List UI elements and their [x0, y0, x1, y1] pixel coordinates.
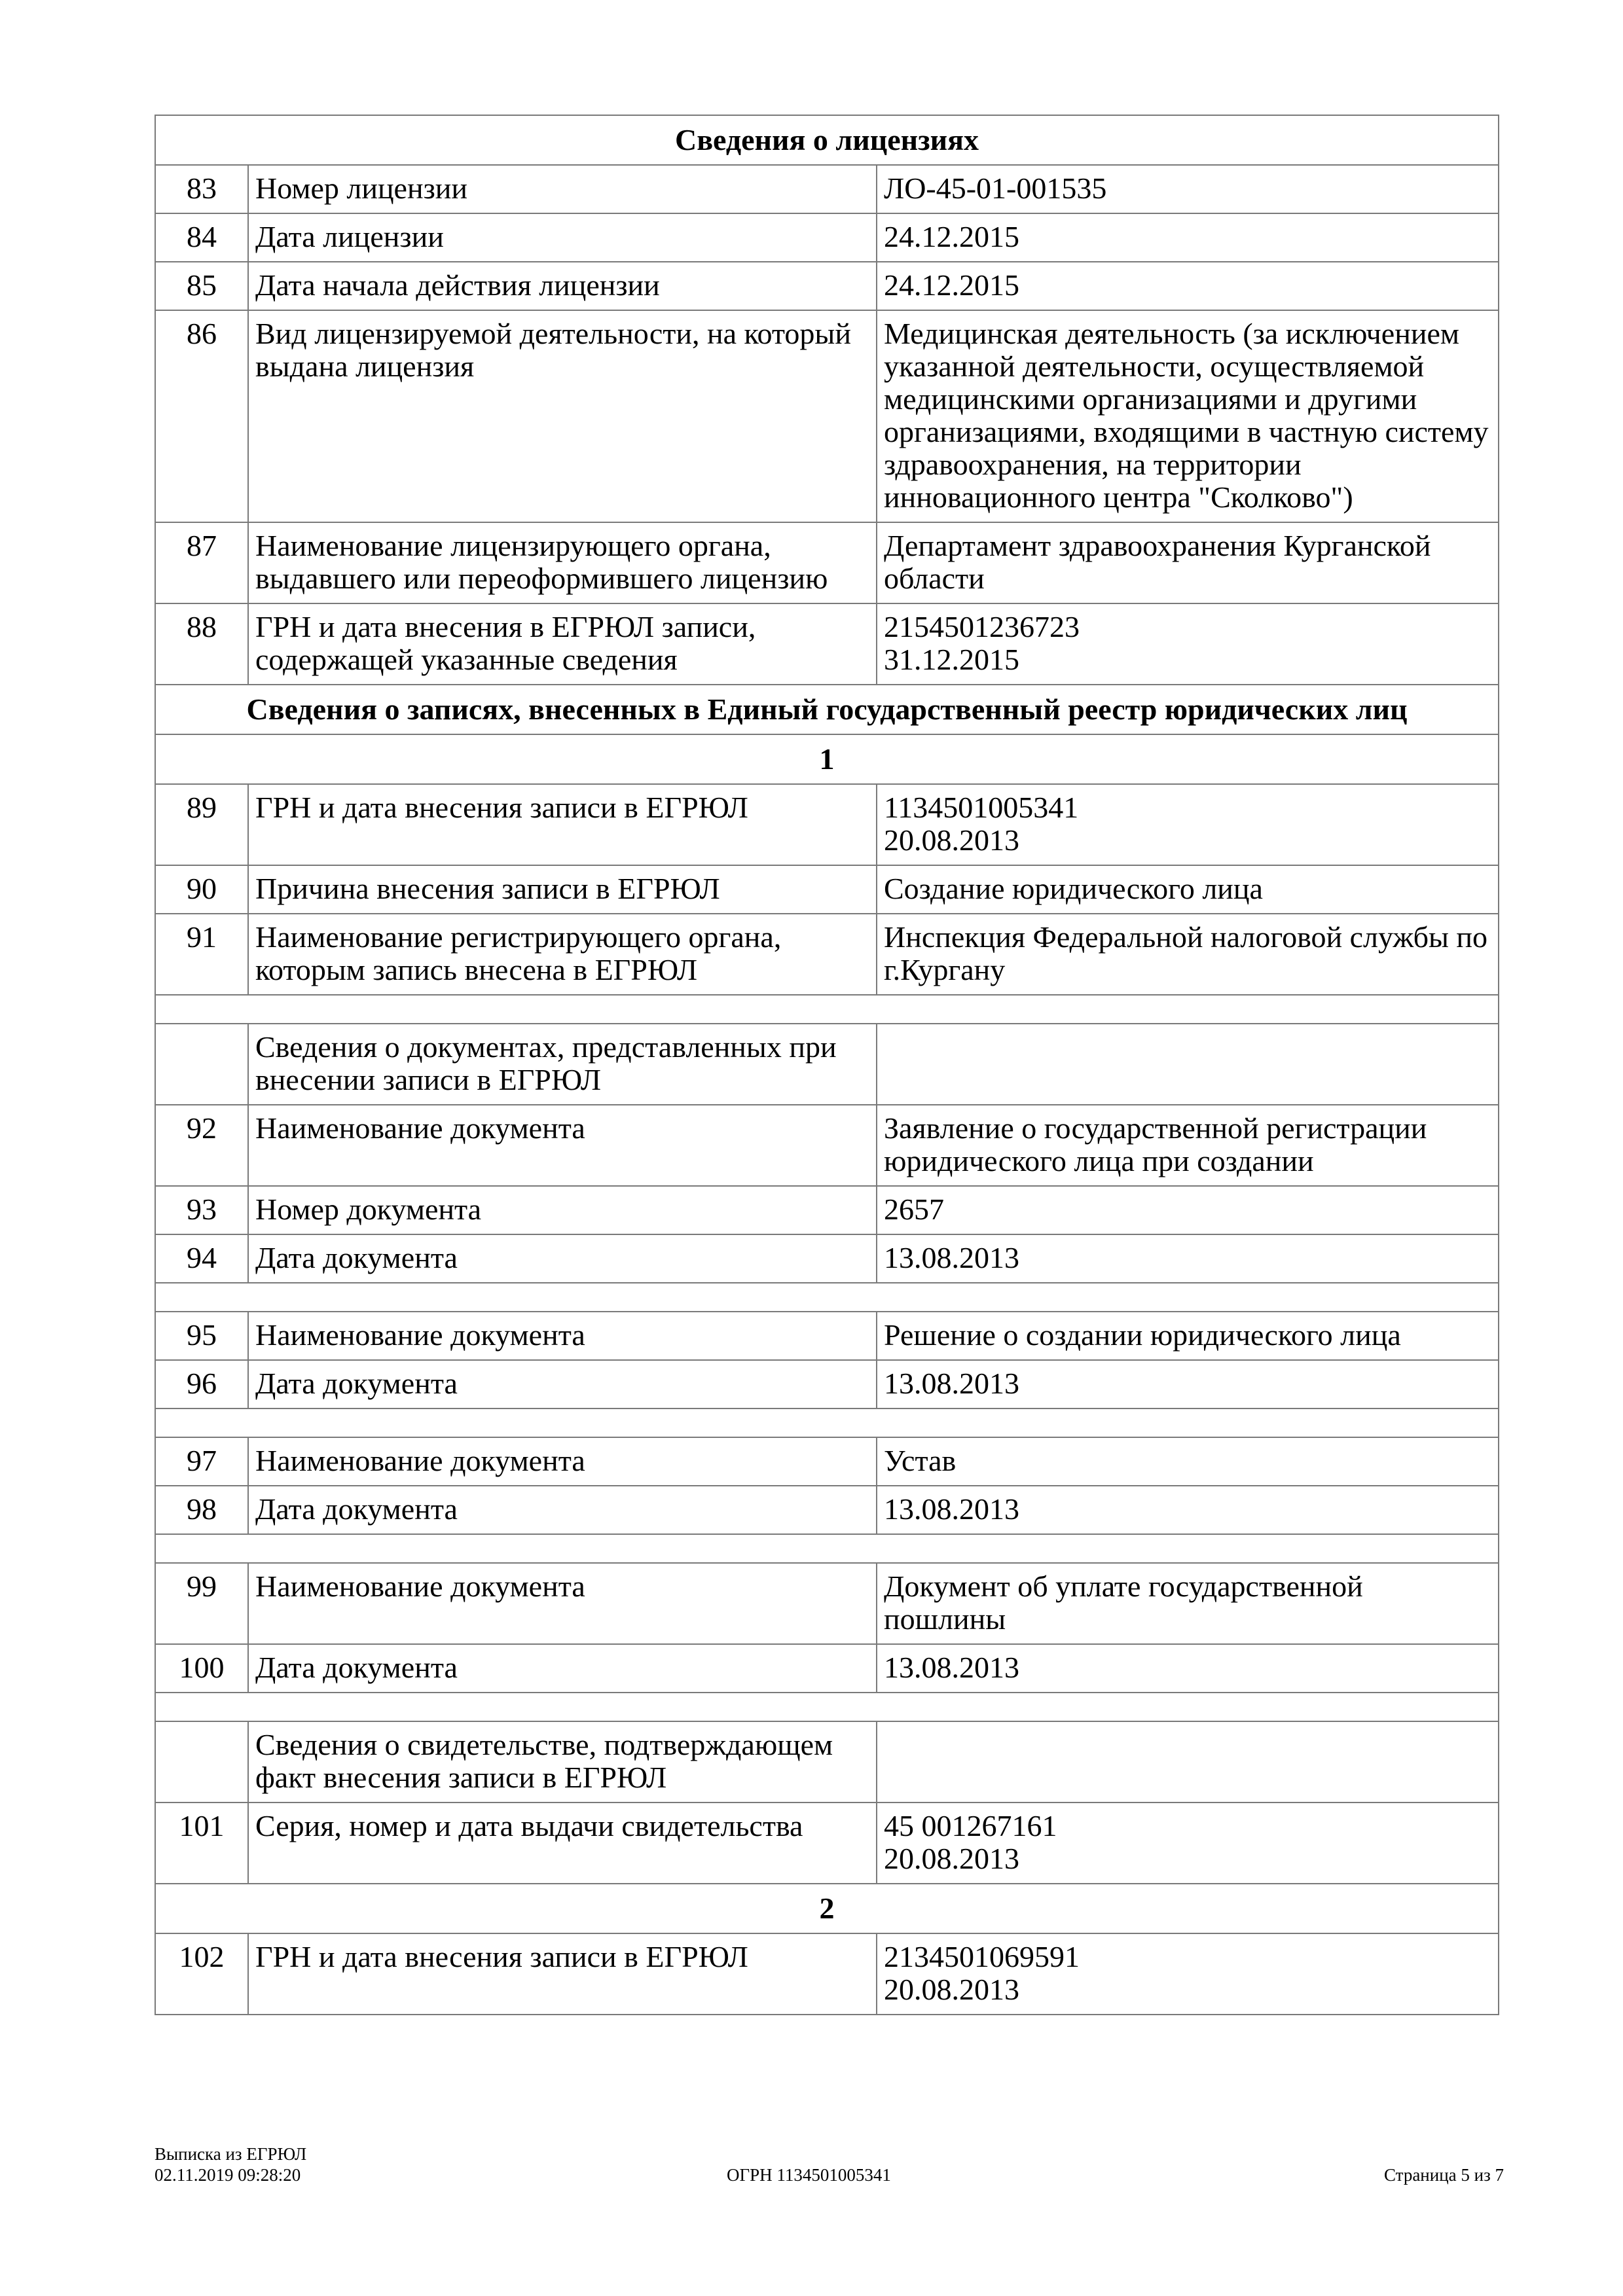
row-number: 86	[155, 310, 248, 522]
row-number: 102	[155, 1933, 248, 2015]
field-value	[877, 603, 1499, 685]
extract-table	[155, 115, 1499, 2015]
table-row	[155, 1105, 1499, 1186]
table-row	[155, 1024, 1499, 1105]
spacer-cell	[155, 1693, 1499, 1721]
field-label: ГРН и дата внесения записи в ЕГРЮЛ	[248, 784, 877, 865]
spacer-cell	[155, 995, 1499, 1024]
table-row	[155, 1721, 1499, 1803]
table-row	[155, 522, 1499, 603]
section-header: Сведения о записях, внесенных в Единый государственный реестр юридических лиц	[155, 685, 1499, 734]
field-label: Наименование лицензирующего органа, выдавшего или переоформившего лицензию	[248, 522, 877, 603]
spacer-cell	[155, 1534, 1499, 1563]
footer-datetime: 02.11.2019 09:28:20	[155, 2165, 301, 2185]
footer-left	[155, 2144, 306, 2185]
footer-ogrn: ОГРН 1134501005341	[727, 2165, 891, 2185]
field-value: Устав	[877, 1437, 1499, 1486]
field-value-line: 2134501069591	[884, 1940, 1080, 1973]
row-number	[155, 1721, 248, 1803]
field-label: ГРН и дата внесения в ЕГРЮЛ записи, содержащей указанные сведения	[248, 603, 877, 685]
table-row	[155, 1486, 1499, 1534]
table-row	[155, 213, 1499, 262]
section-header-row	[155, 685, 1499, 734]
row-number: 99	[155, 1563, 248, 1644]
section-header: 2	[155, 1884, 1499, 1933]
table-row	[155, 914, 1499, 995]
section-header-row	[155, 734, 1499, 784]
field-value	[877, 1933, 1499, 2015]
section-header: Сведения о лицензиях	[155, 115, 1499, 165]
row-number: 91	[155, 914, 248, 995]
spacer-row	[155, 995, 1499, 1024]
field-label: Номер документа	[248, 1186, 877, 1234]
field-value: Медицинская деятельность (за исключением указанной деятельности, осуществляемой медицинскими организациями и другими организациями, входящими в частную систему здравоохранения, на территории инновационного центра "Сколково")	[877, 310, 1499, 522]
field-value-line: 1134501005341	[884, 791, 1079, 824]
field-value	[877, 784, 1499, 865]
row-number: 96	[155, 1360, 248, 1408]
field-label: Серия, номер и дата выдачи свидетельства	[248, 1803, 877, 1884]
field-value-line: 31.12.2015	[884, 643, 1019, 676]
table-row	[155, 165, 1499, 213]
field-label: Дата начала действия лицензии	[248, 262, 877, 310]
field-label: Наименование документа	[248, 1312, 877, 1360]
row-number: 93	[155, 1186, 248, 1234]
field-value: 13.08.2013	[877, 1234, 1499, 1283]
field-value: 2657	[877, 1186, 1499, 1234]
field-value: Решение о создании юридического лица	[877, 1312, 1499, 1360]
field-value: 24.12.2015	[877, 213, 1499, 262]
field-value: Документ об уплате государственной пошлины	[877, 1563, 1499, 1644]
field-label: Сведения о свидетельстве, подтверждающем факт внесения записи в ЕГРЮЛ	[248, 1721, 877, 1803]
table-row	[155, 1437, 1499, 1486]
field-value: Создание юридического лица	[877, 865, 1499, 914]
row-number: 84	[155, 213, 248, 262]
field-value-line: 20.08.2013	[884, 823, 1019, 857]
extract-table-body	[155, 115, 1499, 2015]
field-value: 13.08.2013	[877, 1486, 1499, 1534]
field-value: 13.08.2013	[877, 1644, 1499, 1693]
field-value-line: 45 001267161	[884, 1809, 1057, 1842]
field-label: Дата лицензии	[248, 213, 877, 262]
row-number: 97	[155, 1437, 248, 1486]
row-number: 98	[155, 1486, 248, 1534]
field-label: Причина внесения записи в ЕГРЮЛ	[248, 865, 877, 914]
spacer-row	[155, 1408, 1499, 1437]
table-row	[155, 1803, 1499, 1884]
spacer-cell	[155, 1283, 1499, 1312]
table-row	[155, 310, 1499, 522]
table-row	[155, 784, 1499, 865]
table-row	[155, 1234, 1499, 1283]
field-label: Вид лицензируемой деятельности, на который выдана лицензия	[248, 310, 877, 522]
field-label: Наименование регистрирующего органа, которым запись внесена в ЕГРЮЛ	[248, 914, 877, 995]
field-label: Дата документа	[248, 1486, 877, 1534]
table-row	[155, 1933, 1499, 2015]
row-number: 88	[155, 603, 248, 685]
footer-page-number: Страница 5 из 7	[1384, 2165, 1504, 2185]
field-value: ЛО-45-01-001535	[877, 165, 1499, 213]
row-number: 94	[155, 1234, 248, 1283]
field-value-line: 20.08.2013	[884, 1842, 1019, 1875]
field-value-line: 20.08.2013	[884, 1973, 1019, 2006]
field-value: 24.12.2015	[877, 262, 1499, 310]
field-label: Дата документа	[248, 1234, 877, 1283]
field-label: Наименование документа	[248, 1105, 877, 1186]
field-label: Сведения о документах, представленных при внесении записи в ЕГРЮЛ	[248, 1024, 877, 1105]
field-value-line: 2154501236723	[884, 610, 1080, 643]
row-number: 89	[155, 784, 248, 865]
field-value	[877, 1024, 1499, 1105]
field-value: 13.08.2013	[877, 1360, 1499, 1408]
field-label: Номер лицензии	[248, 165, 877, 213]
table-row	[155, 865, 1499, 914]
table-row	[155, 1312, 1499, 1360]
row-number: 87	[155, 522, 248, 603]
table-row	[155, 1360, 1499, 1408]
field-value	[877, 1721, 1499, 1803]
field-label: ГРН и дата внесения записи в ЕГРЮЛ	[248, 1933, 877, 2015]
row-number: 85	[155, 262, 248, 310]
row-number: 100	[155, 1644, 248, 1693]
table-row	[155, 1563, 1499, 1644]
field-value	[877, 1803, 1499, 1884]
table-row	[155, 1644, 1499, 1693]
field-label: Дата документа	[248, 1360, 877, 1408]
field-label: Наименование документа	[248, 1563, 877, 1644]
section-header: 1	[155, 734, 1499, 784]
spacer-row	[155, 1283, 1499, 1312]
field-value: Заявление о государственной регистрации юридического лица при создании	[877, 1105, 1499, 1186]
spacer-row	[155, 1534, 1499, 1563]
row-number: 92	[155, 1105, 248, 1186]
footer-doc-title: Выписка из ЕГРЮЛ	[155, 2144, 307, 2164]
table-row	[155, 603, 1499, 685]
row-number: 95	[155, 1312, 248, 1360]
field-label: Наименование документа	[248, 1437, 877, 1486]
table-row	[155, 1186, 1499, 1234]
field-label: Дата документа	[248, 1644, 877, 1693]
row-number: 101	[155, 1803, 248, 1884]
field-value: Инспекция Федеральной налоговой службы по г.Кургану	[877, 914, 1499, 995]
section-header-row	[155, 115, 1499, 165]
section-header-row	[155, 1884, 1499, 1933]
spacer-row	[155, 1693, 1499, 1721]
field-value: Департамент здравоохранения Курганской области	[877, 522, 1499, 603]
table-row	[155, 262, 1499, 310]
row-number: 90	[155, 865, 248, 914]
row-number: 83	[155, 165, 248, 213]
spacer-cell	[155, 1408, 1499, 1437]
row-number	[155, 1024, 248, 1105]
